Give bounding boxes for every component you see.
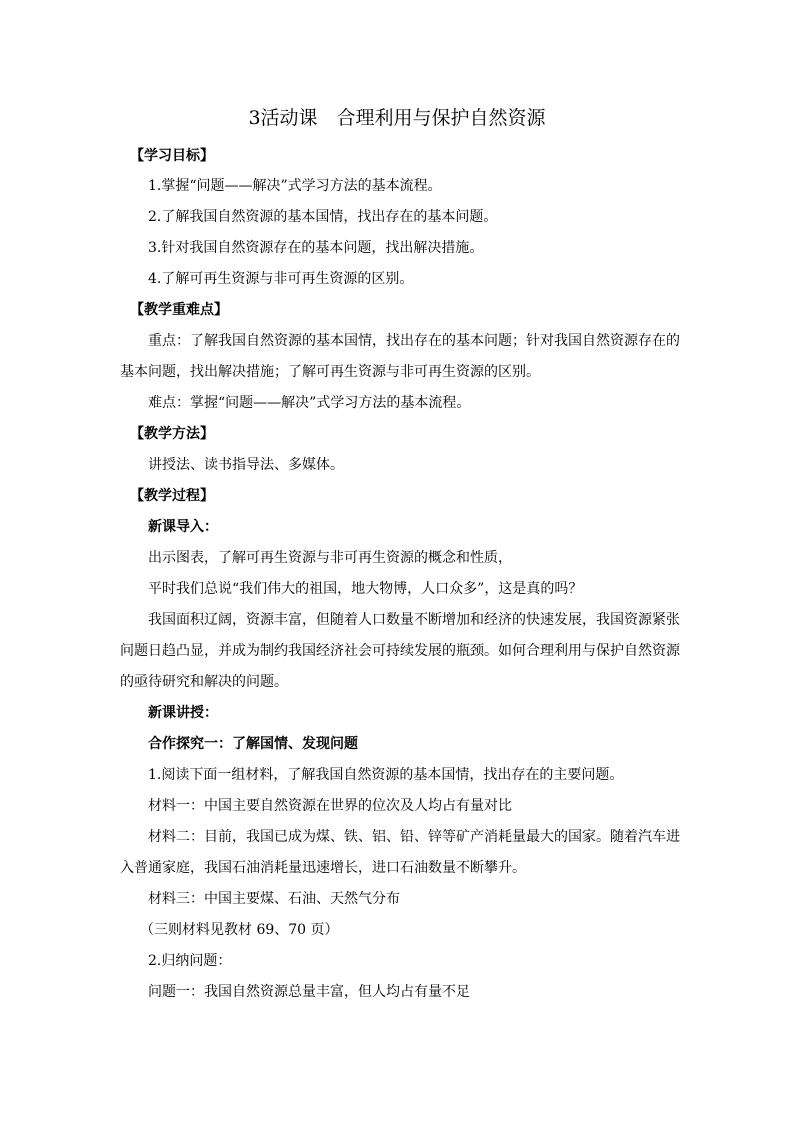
material2-text: 材料二：目前，我国已成为煤、铁、铝、铅、锌等矿产消耗量最大的国家。随着汽车进 (148, 829, 680, 845)
explore1-label: 合作探究一：了解国情、发现问题 (148, 736, 358, 752)
step1-text: 1.阅读下面一组材料，了解我国自然资源的基本国情，找出存在的主要问题。 (148, 767, 624, 783)
key-points-focus-cont: 基本问题，找出解决措施；了解可再生资源与非可再生资源的区别。 (120, 364, 540, 380)
objective-item: 3.针对我国自然资源存在的基本问题，找出解决措施。 (148, 240, 484, 256)
objectives-heading: 【学习目标】 (130, 148, 214, 164)
material1-text: 材料一：中国主要自然资源在世界的位次及人均占有量对比 (148, 798, 512, 814)
intro-question: 平时我们总说“我们伟大的祖国，地大物博，人口众多”，这是真的吗？ (148, 581, 583, 597)
material2-text-cont: 入普通家庭，我国石油消耗量迅速增长，进口石油数量不断攀升。 (120, 860, 526, 876)
document-title: 3活动课 合理利用与保护自然资源 (248, 107, 546, 129)
intro-paragraph: 我国面积辽阔，资源丰富，但随着人口数量不断增加和经济的快速发展，我国资源紧张 (148, 612, 680, 628)
lecture-label: 新课讲授： (148, 705, 218, 721)
material3-text: 材料三：中国主要煤、石油、天然气分布 (148, 891, 400, 907)
objective-item: 1.掌握“问题——解决”式学习方法的基本流程。 (148, 178, 442, 194)
intro-label: 新课导入： (148, 519, 218, 535)
objective-item: 4.了解可再生资源与非可再生资源的区别。 (148, 271, 414, 287)
methods-heading: 【教学方法】 (130, 426, 214, 442)
key-points-difficulty: 难点：掌握“问题——解决”式学习方法的基本流程。 (148, 395, 471, 411)
methods-text: 讲授法、读书指导法、多媒体。 (148, 457, 344, 473)
process-heading: 【教学过程】 (130, 488, 214, 504)
objective-item: 2.了解我国自然资源的基本国情，找出存在的基本问题。 (148, 209, 498, 225)
material-note: （三则材料见教材 69、70 页） (140, 922, 339, 938)
step2-text: 2.归纳问题： (148, 953, 232, 969)
intro-paragraph-cont: 问题日趋凸显，并成为制约我国经济社会可持续发展的瓶颈。如何合理利用与保护自然资源 (120, 643, 680, 659)
intro-paragraph-cont: 的亟待研究和解决的问题。 (120, 674, 288, 690)
intro-text: 出示图表，了解可再生资源与非可再生资源的概念和性质， (148, 550, 512, 566)
problem1-text: 问题一：我国自然资源总量丰富，但人均占有量不足 (148, 984, 470, 1000)
key-points-heading: 【教学重难点】 (130, 302, 228, 318)
key-points-focus: 重点：了解我国自然资源的基本国情，找出存在的基本问题；针对我国自然资源存在的 (148, 333, 680, 349)
